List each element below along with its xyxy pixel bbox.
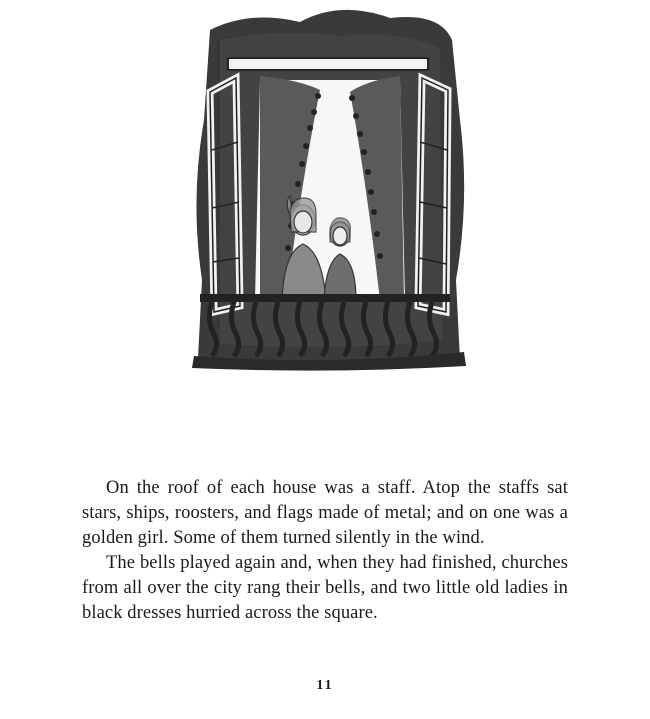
page-number: 11 xyxy=(316,678,334,693)
paragraph-2: The bells played again and, when they had finished, churches from all over the city rang their bells, and two little old ladies in black dresses hurried across the square. xyxy=(82,553,568,623)
story-text xyxy=(82,476,568,626)
window-illustration xyxy=(190,0,470,372)
paragraph-1: On the roof of each house was a staff. Atop the staffs sat stars, ships, roosters, and flags made of metal; and on one was a golden girl. Some of them turned silently in the wind. xyxy=(82,478,568,548)
illustration-icon xyxy=(190,0,470,372)
